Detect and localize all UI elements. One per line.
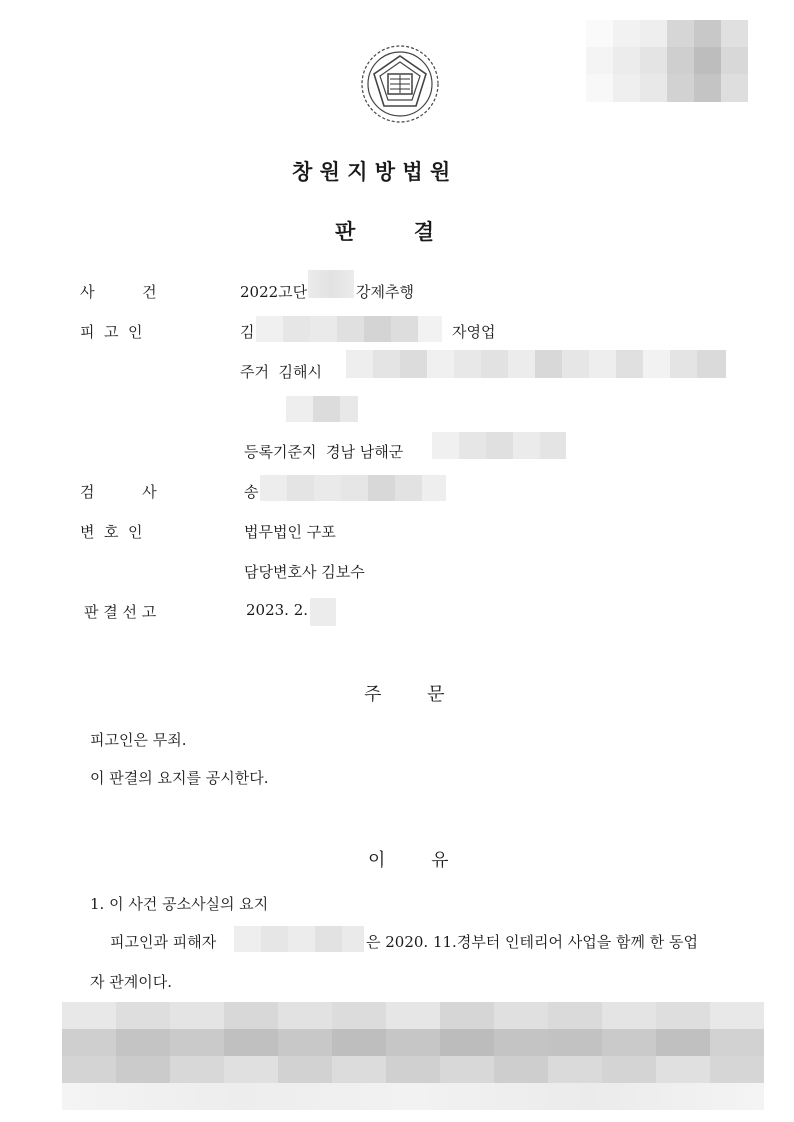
defendant-name: 김 (240, 323, 255, 341)
address-label: 주거 김해시 (240, 363, 322, 381)
redaction-block (308, 270, 354, 298)
reason-paragraph-mid: 은 2020. 11.경부터 인테리어 사업을 함께 한 동업 (366, 933, 699, 951)
redaction-block (586, 20, 748, 102)
defendant-occupation: 자영업 (452, 323, 496, 341)
redaction-block (286, 396, 358, 422)
order-heading: 주 문 (364, 684, 445, 705)
reason-paragraph-end: 자 관계이다. (90, 973, 172, 991)
law-firm-name: 법무법인 구포 (244, 523, 336, 541)
prosecutor-label: 검 사 (80, 483, 157, 501)
court-name-title: 창 원 지 방 법 원 (292, 159, 451, 184)
redaction-block (260, 475, 446, 501)
reason-subheading: 1. 이 사건 공소사실의 요지 (90, 895, 269, 913)
verdict-date: 2023. 2. (246, 601, 309, 619)
order-line-publication: 이 판결의 요지를 공시한다. (90, 769, 269, 787)
case-charge: 강제추행 (356, 283, 414, 301)
document-type-title: 판 결 (335, 219, 435, 244)
reason-paragraph-start: 피고인과 피해자 (110, 933, 217, 951)
court-emblem-icon (358, 42, 442, 126)
redaction-block (432, 432, 566, 459)
redaction-block (256, 316, 442, 342)
redaction-block (346, 350, 726, 378)
prosecutor-name: 송 (244, 483, 259, 501)
attorney-name: 담당변호사 김보수 (244, 563, 365, 581)
defendant-label: 피 고 인 (80, 323, 143, 341)
verdict-date-label: 판 결 선 고 (84, 603, 157, 621)
case-number-prefix: 2022고단 (240, 283, 308, 301)
domicile-label: 등록기준지 경남 남해군 (244, 443, 404, 461)
reason-heading: 이 유 (368, 850, 449, 871)
case-label: 사 건 (80, 283, 157, 301)
redaction-block (234, 926, 364, 952)
redaction-block (310, 598, 336, 626)
order-line-acquittal: 피고인은 무죄. (90, 731, 187, 749)
redaction-block (62, 1002, 764, 1110)
lawyer-label: 변 호 인 (80, 523, 143, 541)
